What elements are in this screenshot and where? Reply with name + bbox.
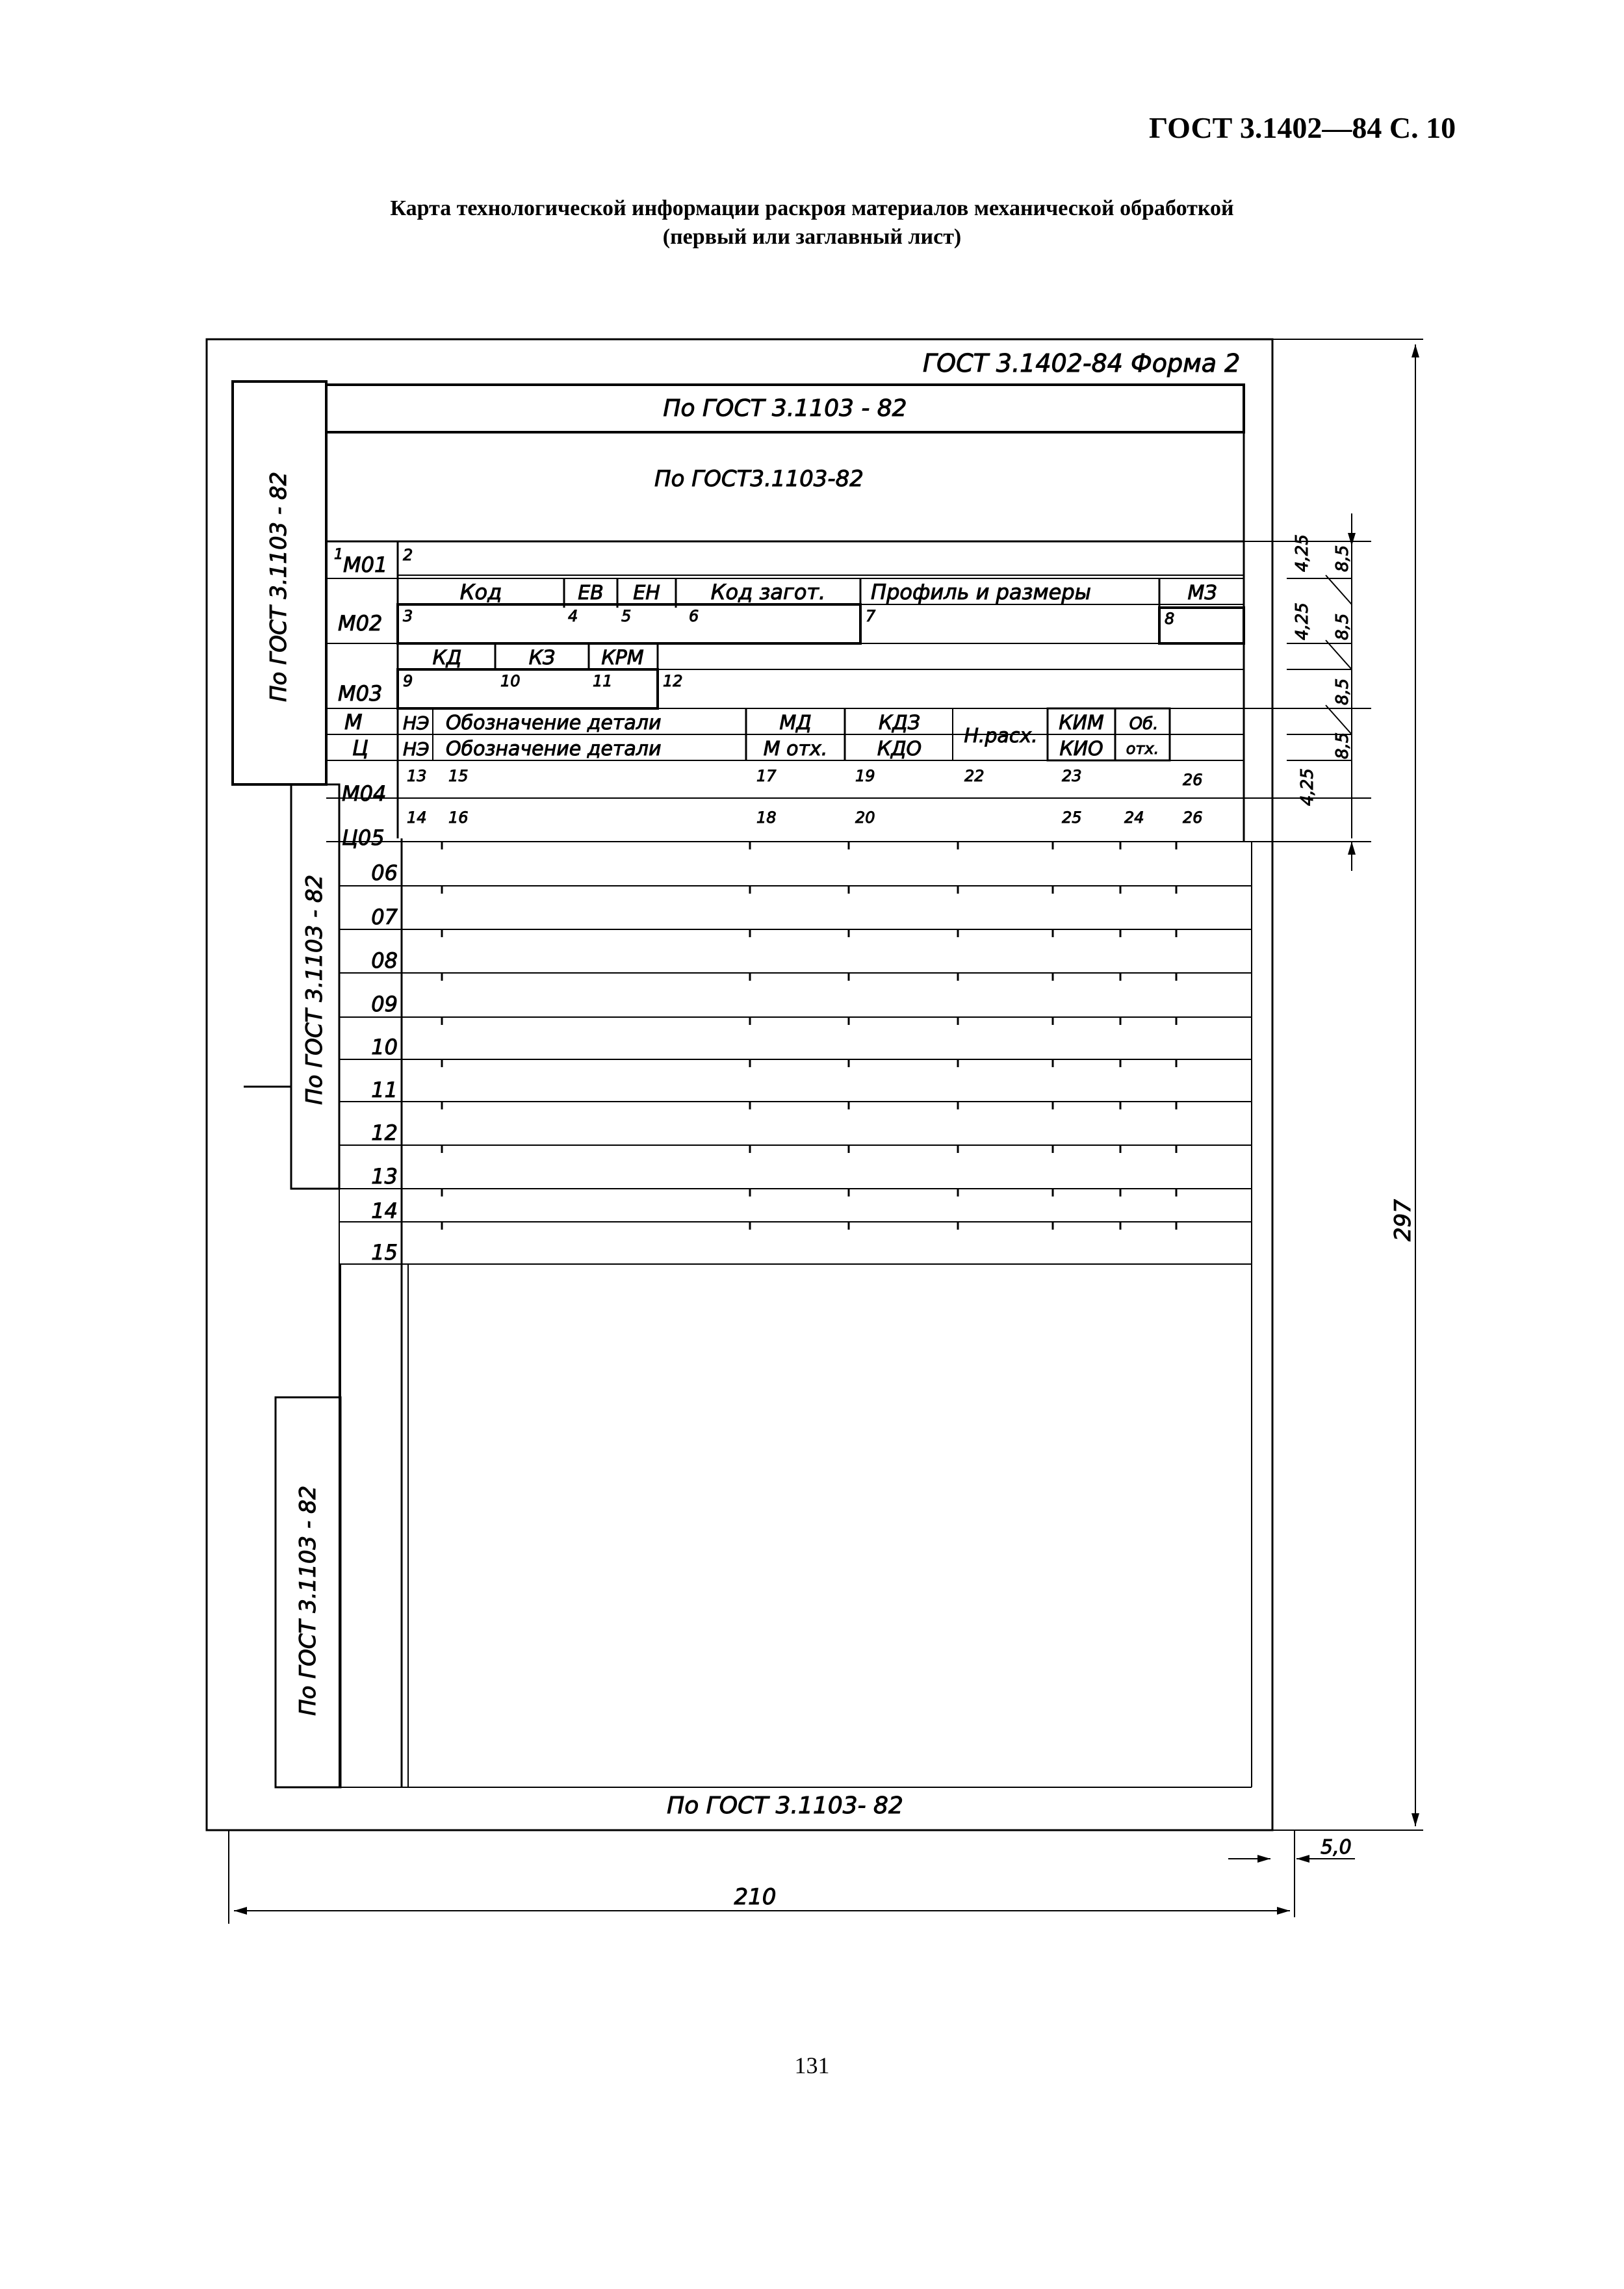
hdr-kod: Код	[459, 580, 502, 604]
doc-ref: ГОСТ 3.1402—84 С. 10	[1149, 111, 1456, 144]
cell-24: 24	[1124, 808, 1144, 827]
cell-17: 17	[756, 767, 777, 785]
dim-210: 210	[734, 1884, 777, 1910]
cell-2: 2	[403, 546, 413, 564]
row-num: 13	[371, 1164, 398, 1189]
hdr-krm: КРМ	[601, 647, 644, 669]
hdr-kz: КЗ	[528, 647, 556, 669]
row-num: 10	[371, 1035, 398, 1059]
row-num: 06	[371, 860, 398, 885]
hdr-m-ne: НЭ	[403, 712, 430, 734]
hdr-kim: КИМ	[1059, 712, 1104, 734]
dim-8-5-c: 8,5	[1333, 678, 1352, 705]
top-ref-1: По ГОСТ 3.1103 - 82	[663, 395, 907, 422]
row-label-m01: М01	[343, 552, 388, 577]
side-ref-upper: По ГОСТ 3.1103 - 82	[266, 471, 292, 702]
hdr-kio: КИО	[1059, 738, 1103, 760]
cell-10: 10	[500, 672, 521, 690]
form-label: ГОСТ 3.1402-84 Форма 2	[923, 349, 1241, 378]
row-num: 08	[371, 948, 398, 973]
hdr-md: МД	[779, 712, 812, 734]
hdr-kdz: КДЗ	[879, 712, 920, 734]
hdr-c-ne: НЭ	[403, 738, 430, 760]
side-ref-middle: По ГОСТ 3.1103 - 82	[302, 874, 328, 1105]
row-num: 11	[371, 1078, 398, 1102]
top-ref-2: По ГОСТ3.1103-82	[654, 466, 864, 492]
hdr-motkh: М отх.	[763, 738, 828, 760]
cell-22: 22	[964, 767, 985, 785]
row-num: 07	[371, 905, 398, 929]
cell-16: 16	[448, 808, 469, 827]
cell-7: 7	[866, 607, 876, 625]
row-label-c05: Ц05	[342, 825, 385, 850]
hdr-profile: Профиль и размеры	[871, 580, 1091, 604]
hdr-m-oboz: Обозначение детали	[446, 712, 662, 734]
cell-5: 5	[621, 607, 632, 625]
hdr-ob: Об.	[1129, 714, 1159, 734]
cell-26: 26	[1183, 771, 1203, 789]
hdr-nrash: Н.расх.	[964, 725, 1038, 747]
row-label-m: М	[344, 710, 363, 734]
dim-8-5-a: 8,5	[1333, 545, 1352, 572]
cell-23: 23	[1062, 767, 1082, 785]
row-num: 12	[371, 1120, 398, 1145]
cell-3: 3	[403, 607, 413, 625]
cell-14: 14	[407, 808, 427, 827]
row-label-m03: М03	[338, 681, 383, 706]
hdr-otkh: отх.	[1126, 740, 1159, 758]
cell-19: 19	[855, 767, 875, 785]
hdr-c-oboz: Обозначение детали	[446, 738, 662, 760]
row-label-m02: М02	[338, 611, 383, 636]
row-label-c: Ц	[352, 736, 368, 760]
cell-8: 8	[1165, 610, 1175, 628]
row-num-1: 1	[334, 547, 343, 563]
cell-15: 15	[448, 767, 469, 785]
side-ref-lower: По ГОСТ 3.1103 - 82	[295, 1485, 321, 1716]
dim-4-25-c: 4,25	[1298, 768, 1317, 806]
row-label-m04: М04	[342, 781, 387, 806]
dim-8-5-b: 8,5	[1333, 613, 1352, 640]
cell-4: 4	[568, 607, 578, 625]
dim-8-5-d: 8,5	[1333, 732, 1352, 759]
dim-297: 297	[1390, 1199, 1416, 1241]
dim-4-25-a: 4,25	[1293, 534, 1312, 572]
bottom-ref: По ГОСТ 3.1103- 82	[667, 1792, 903, 1819]
row-num: 15	[371, 1240, 398, 1265]
hdr-kod-zagot: Код загот.	[710, 580, 826, 604]
dim-5-0: 5,0	[1321, 1836, 1352, 1859]
cell-20: 20	[855, 808, 875, 827]
hdr-en: ЕН	[633, 582, 660, 604]
dim-4-25-b: 4,25	[1293, 602, 1312, 640]
cell-25: 25	[1062, 808, 1082, 827]
row-num: 09	[371, 992, 398, 1016]
cell-26b: 26	[1183, 808, 1203, 827]
hdr-ev: ЕВ	[578, 582, 604, 604]
cell-13: 13	[407, 767, 427, 785]
title-line1: Карта технологической информации раскроя материалов механической обработкой	[390, 196, 1234, 220]
cell-18: 18	[756, 808, 777, 827]
row-num: 14	[371, 1198, 398, 1223]
cell-9: 9	[403, 672, 413, 690]
cell-12: 12	[663, 672, 683, 690]
page-number: 131	[794, 2052, 830, 2078]
title-line2: (первый или заглавный лист)	[662, 225, 962, 249]
hdr-mz: МЗ	[1187, 582, 1217, 604]
hdr-kd: КД	[432, 647, 462, 669]
cell-6: 6	[689, 607, 699, 625]
cell-11: 11	[593, 672, 613, 690]
hdr-kdo: КДО	[877, 738, 922, 760]
